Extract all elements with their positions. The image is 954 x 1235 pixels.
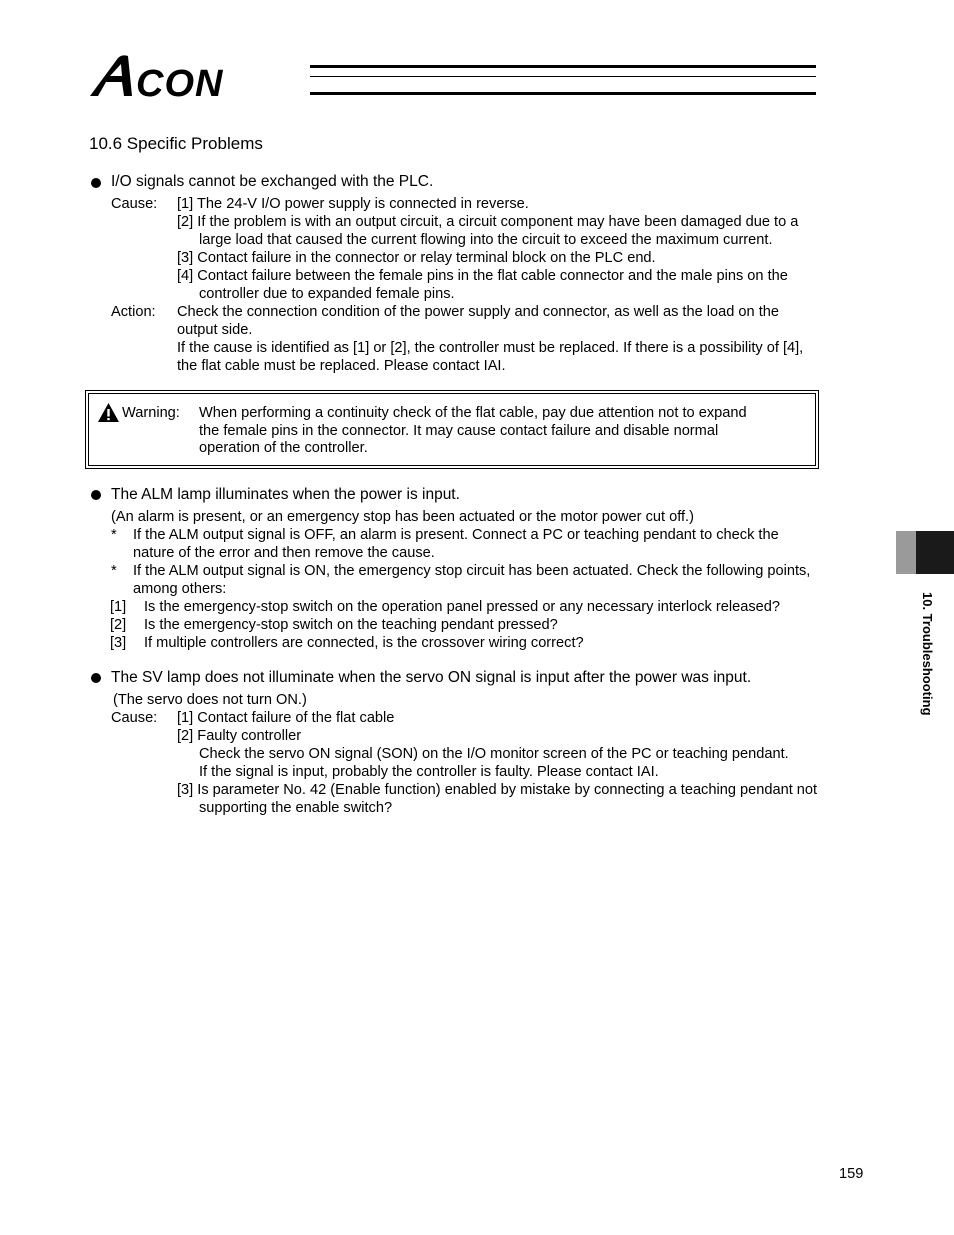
problem1-cause-label: Cause: [111, 196, 158, 212]
header-rule-middle [310, 76, 816, 77]
problem3-cause-line: supporting the enable switch? [199, 800, 393, 816]
section-title: 10.6 Specific Problems [89, 134, 263, 153]
problem2-star-line: among others: [133, 581, 227, 597]
problem2-note: (An alarm is present, or an emergency stop has been actuated or the motor power cut off.) [111, 509, 694, 525]
svg-text:CON: CON [136, 63, 224, 102]
bullet-icon [91, 178, 101, 188]
problem3-heading: The SV lamp does not illuminate when the servo ON signal is input after the power was input. [111, 669, 752, 686]
problem1-action-line: If the cause is identified as [1] or [2], the controller must be replaced. If there is a possibility of [4], [177, 340, 804, 356]
problem1-cause-line: [1] The 24-V I/O power supply is connected in reverse. [177, 196, 529, 212]
header-rule-top [310, 65, 816, 68]
problem1-action-label: Action: [111, 304, 156, 320]
problem1-cause-line: [4] Contact failure between the female pins in the flat cable connector and the male pins on the [177, 268, 788, 284]
check-number: [2] [110, 617, 127, 633]
chapter-tab-gray [896, 531, 916, 574]
check-text: If multiple controllers are connected, is the crossover wiring correct? [144, 635, 584, 651]
bullet-icon [91, 673, 101, 683]
problem1-cause-line: [2] If the problem is with an output circuit, a circuit component may have been damaged due to a [177, 214, 799, 230]
problem2-star-line: If the ALM output signal is ON, the emergency stop circuit has been actuated. Check the following points, [133, 563, 811, 579]
acon-logo [88, 52, 318, 102]
star-marker: * [111, 527, 117, 543]
problem3-note: (The servo does not turn ON.) [113, 692, 307, 708]
check-text: Is the emergency-stop switch on the teaching pendant pressed? [144, 617, 558, 633]
chapter-side-label-text: 10. Troubleshooting [920, 592, 935, 716]
problem1-cause-line: controller due to expanded female pins. [199, 286, 455, 302]
problem1-action-line: the flat cable must be replaced. Please contact IAI. [177, 358, 506, 374]
problem2-star-line: If the ALM output signal is OFF, an alarm is present. Connect a PC or teaching pendant to check the [133, 527, 779, 543]
problem3-cause-line: [1] Contact failure of the flat cable [177, 710, 395, 726]
warning-line: When performing a continuity check of the flat cable, pay due attention not to expand [199, 405, 747, 421]
problem2-star-line: nature of the error and then remove the cause. [133, 545, 435, 561]
problem1-heading: I/O signals cannot be exchanged with the PLC. [111, 173, 434, 190]
problem3-cause-label: Cause: [111, 710, 158, 726]
problem2-heading: The ALM lamp illuminates when the power is input. [111, 486, 460, 503]
problem1-action-line: Check the connection condition of the power supply and connector, as well as the load on the [177, 304, 779, 320]
check-number: [3] [110, 635, 127, 651]
header-rule-bottom [310, 92, 816, 95]
check-number: [1] [110, 599, 127, 615]
star-marker: * [111, 563, 117, 579]
problem1-cause-line: [3] Contact failure in the connector or relay terminal block on the PLC end. [177, 250, 656, 266]
warning-triangle-icon [97, 402, 120, 423]
warning-line: the female pins in the connector. It may cause contact failure and disable normal [199, 423, 719, 439]
chapter-side-label [918, 592, 938, 742]
page-number: 159 [839, 1166, 864, 1182]
check-text: Is the emergency-stop switch on the operation panel pressed or any necessary interlock released? [144, 599, 780, 615]
warning-line: operation of the controller. [199, 440, 368, 456]
problem3-cause-line: Check the servo ON signal (SON) on the I/O monitor screen of the PC or teaching pendant. [199, 746, 789, 762]
problem1-action-line: output side. [177, 322, 253, 338]
chapter-tab-dark [916, 531, 954, 574]
warning-label: Warning: [122, 405, 180, 421]
problem3-cause-line: [3] Is parameter No. 42 (Enable function) enabled by mistake by connecting a teaching pendant not [177, 782, 818, 798]
bullet-icon [91, 490, 101, 500]
problem3-cause-line: If the signal is input, probably the controller is faulty. Please contact IAI. [199, 764, 659, 780]
problem3-cause-line: [2] Faulty controller [177, 728, 302, 744]
problem1-cause-line: large load that caused the current flowing into the circuit to exceed the maximum current. [199, 232, 773, 248]
